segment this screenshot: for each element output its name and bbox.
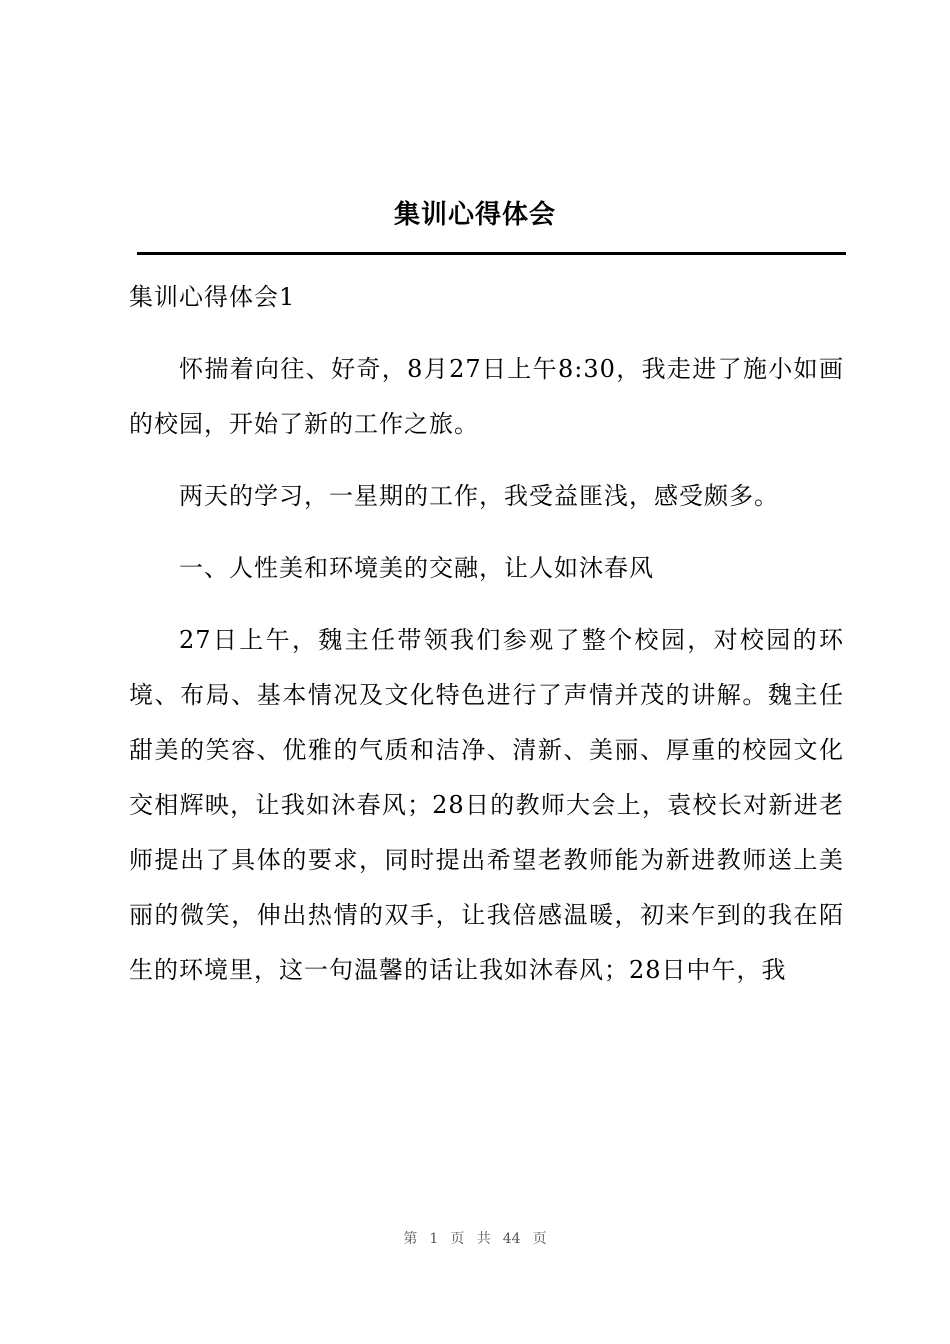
- document-body: [129, 270, 844, 998]
- page-footer: [0, 1228, 950, 1248]
- paragraph-1: 怀揣着向往、好奇，8月27日上午8:30，我走进了施小如画的校园，开始了新的工作之旅。: [129, 355, 844, 438]
- paragraph-2: 两天的学习，一星期的工作，我受益匪浅，感受颇多。: [179, 482, 779, 510]
- footer-current-page: 1: [429, 1231, 439, 1247]
- subsection-heading: 一、人性美和环境美的交融，让人如沐春风: [179, 554, 654, 582]
- footer-pages-label: 页: [532, 1231, 547, 1247]
- document-title: 集训心得体会: [393, 200, 556, 230]
- section-heading: 集训心得体会1: [129, 283, 296, 311]
- title-divider: [137, 252, 846, 255]
- footer-page-label: 第: [403, 1231, 418, 1247]
- footer-of-label: 页 共: [450, 1231, 491, 1247]
- footer-total-pages: 44: [502, 1231, 521, 1247]
- paragraph-3: 27日上午，魏主任带领我们参观了整个校园，对校园的环境、布局、基本情况及文化特色进行了声情并茂的讲解。魏主任甜美的笑容、优雅的气质和洁净、清新、美丽、厚重的校园文化交相辉映，让我如沐春风；28日的教师大会上，袁校长对新进老师提出了具体的要求，同时提出希望老教师能为新进教师送上美丽的微笑，伸出热情的双手，让我倍感温暖，初来乍到的我在陌生的环境里，这一句温馨的话让我如沐春风；28日中午，我: [129, 626, 844, 984]
